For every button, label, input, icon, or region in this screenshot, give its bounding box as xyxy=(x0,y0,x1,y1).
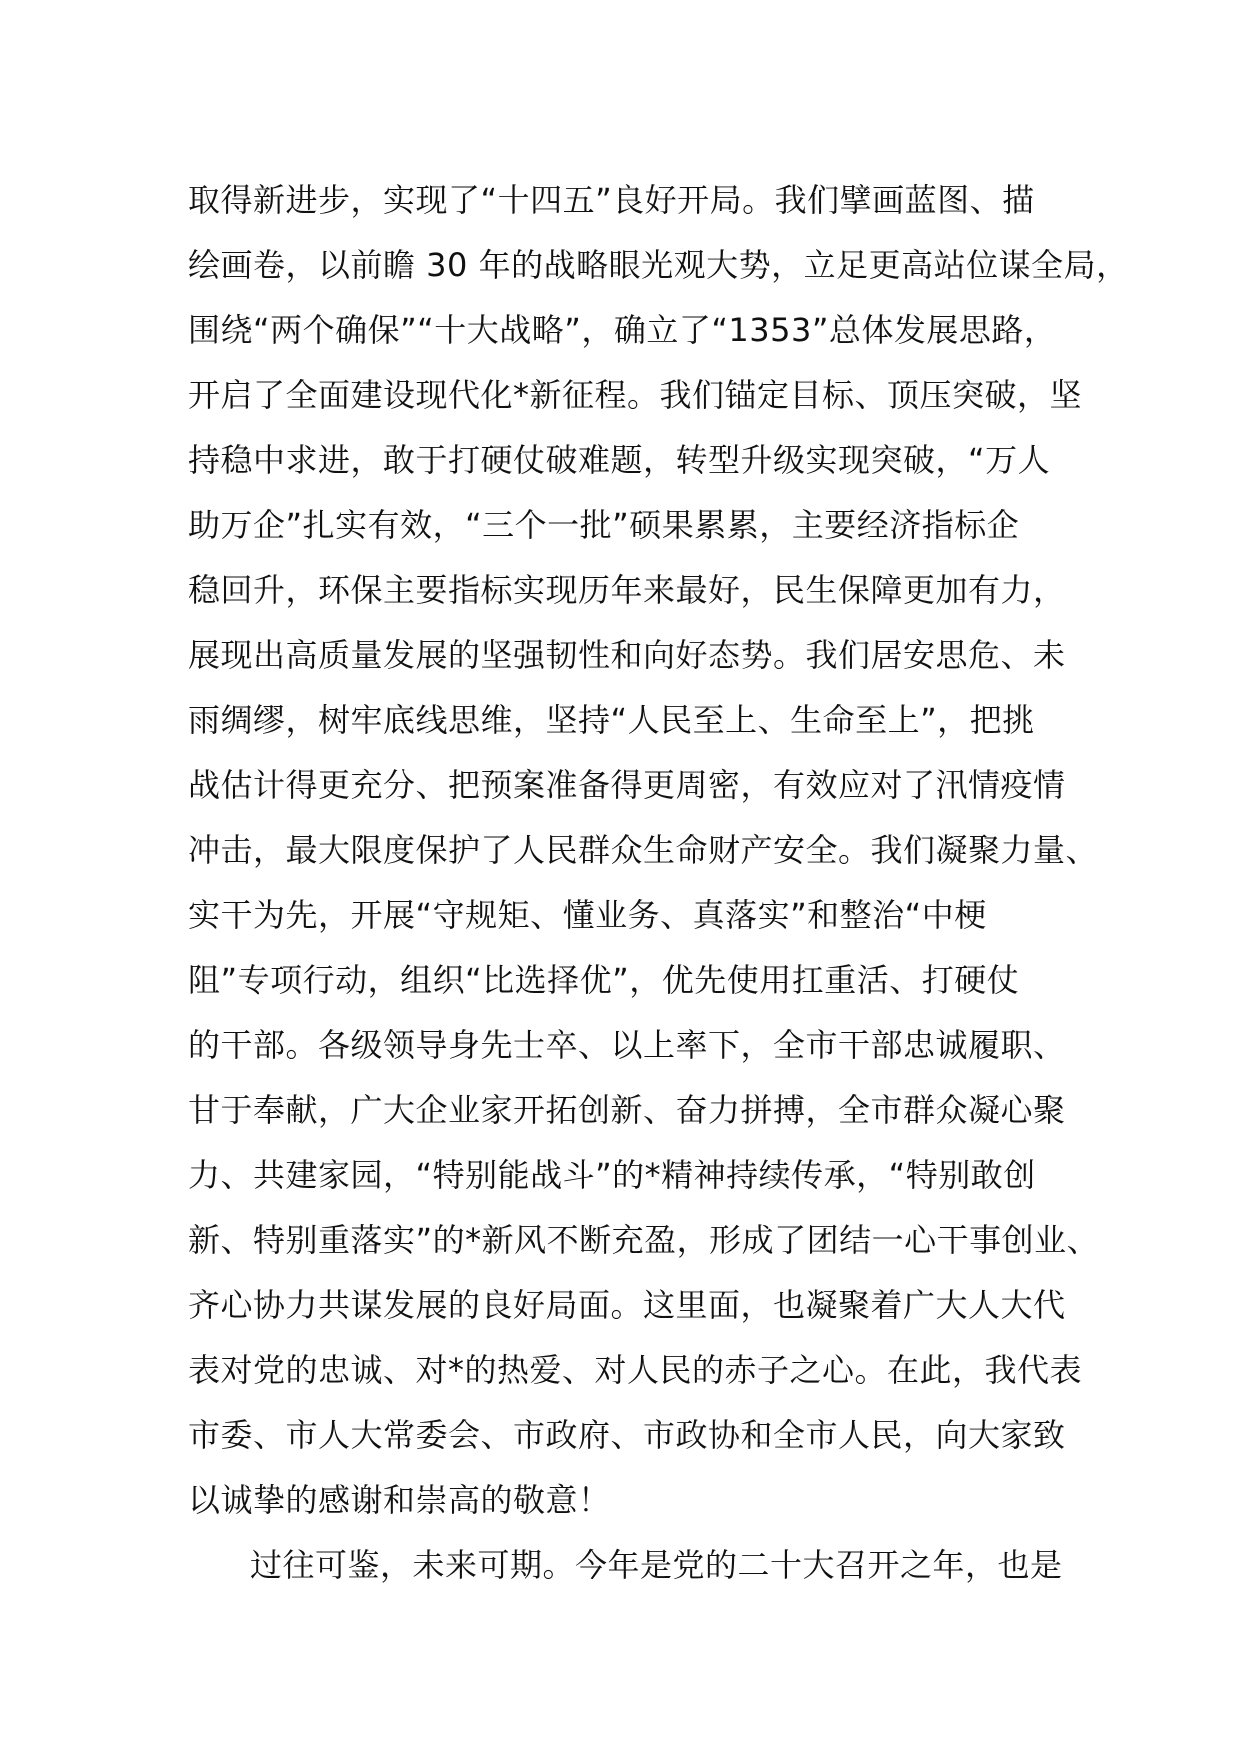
text-line: 持稳中求进，敢于打硬仗破难题，转型升级实现突破，“万人 xyxy=(188,441,1051,479)
text-line: 力、共建家园，“特别能战斗”的*精神持续传承，“特别敢创 xyxy=(188,1156,1036,1194)
text-line: 展现出高质量发展的坚强韧性和向好态势。我们居安思危、未 xyxy=(188,636,1066,674)
text-line: 战估计得更充分、把预案准备得更周密，有效应对了汛情疫情 xyxy=(188,766,1066,804)
text-line: 助万企”扎实有效，“三个一批”硕果累累，主要经济指标企 xyxy=(188,506,1020,544)
text-line: 稳回升，环保主要指标实现历年来最好，民生保障更加有力， xyxy=(188,571,1066,609)
text-line: 市委、市人大常委会、市政府、市政协和全市人民，向大家致 xyxy=(188,1416,1066,1454)
text-line: 冲击，最大限度保护了人民群众生命财产安全。我们凝聚力量、 xyxy=(188,831,1099,869)
text-line: 的干部。各级领导身先士卒、以上率下，全市干部忠诚履职、 xyxy=(188,1026,1066,1064)
text-line: 以诚挚的感谢和崇高的敬意！ xyxy=(188,1481,611,1519)
text-line: 表对党的忠诚、对*的热爱、对人民的赤子之心。在此，我代表 xyxy=(188,1351,1083,1389)
text-line: 甘于奉献，广大企业家开拓创新、奋力拼搏，全市群众凝心聚 xyxy=(188,1091,1066,1129)
text-line: 开启了全面建设现代化*新征程。我们锚定目标、顶压突破，坚 xyxy=(188,376,1083,414)
text-line: 阻”专项行动，组织“比选择优”，优先使用扛重活、打硬仗 xyxy=(188,961,1020,999)
text-line: 雨绸缪，树牢底线思维，坚持“人民至上、生命至上”，把挑 xyxy=(188,701,1035,739)
text-line: 实干为先，开展“守规矩、懂业务、真落实”和整治“中梗 xyxy=(188,896,987,934)
text-line: 围绕“两个确保”“十大战略”，确立了“1353”总体发展思路， xyxy=(188,311,1057,349)
paragraph-first-line: 过往可鉴，未来可期。今年是党的二十大召开之年，也是 xyxy=(250,1546,1063,1584)
text-line: 齐心协力共谋发展的良好局面。这里面，也凝聚着广大人大代 xyxy=(188,1286,1066,1324)
text-line: 取得新进步，实现了“十四五”良好开局。我们擘画蓝图、描 xyxy=(188,181,1035,219)
text-line: 新、特别重落实”的*新风不断充盈，形成了团结一心干事创业、 xyxy=(188,1221,1100,1259)
body-text xyxy=(188,168,1129,1598)
text-line: 绘画卷，以前瞻 30 年的战略眼光观大势，立足更高站位谋全局， xyxy=(188,246,1129,284)
